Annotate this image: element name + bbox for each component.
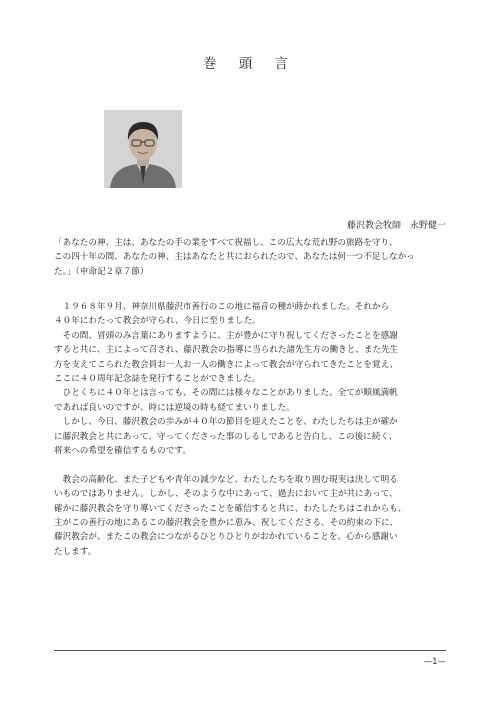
body-line: いものではありません。しかし、そのような中にあって、過去において主が共にあって、 bbox=[54, 489, 398, 500]
body-line: であれば良いのですが、時には逆境の時も経てまいりました。 bbox=[54, 402, 295, 413]
body-line: しかし、今日、藤沢教会の歩みが４０年の節目を迎えたことを、わたしたちは主が確か bbox=[54, 417, 398, 428]
author-photo bbox=[104, 110, 182, 188]
body-line: たします。 bbox=[54, 546, 97, 557]
body-line: その間、冒頭のみ言葉にありますように、主が豊かに守り祝してくださったことを感謝 bbox=[54, 330, 398, 341]
body-line: 確かに藤沢教会を守り導いてくださったことを確信すると共に、わたしたちはこれからも、 bbox=[54, 503, 407, 514]
page-title: 巻 頭 言 bbox=[202, 56, 298, 72]
body-line: ここに４０周年記念誌を発行することができました。 bbox=[54, 374, 261, 385]
body-line: 主がこの善行の地にあるこの藤沢教会を豊かに恵み、祝してくださる、その約束の下に、 bbox=[54, 518, 399, 529]
body-line: に藤沢教会と共にあって、守ってくださった事のしるしであると告白し、この後に続く、 bbox=[54, 431, 398, 442]
quote-line: 「あなたの神、主は、あなたの手の業をすべて祝福し、この広大な荒れ野の旅路を守り、 bbox=[54, 238, 398, 248]
quote-line: この四十年の間、あなたの神、主はあなたと共におられたので、あなたは何一つ不足しなかっ bbox=[54, 252, 415, 263]
footer-divider bbox=[54, 650, 446, 651]
body-line: 将来への希望を確信するものです。 bbox=[54, 446, 191, 457]
message-body bbox=[54, 300, 452, 559]
body-line: 教会の高齢化、また子どもや青年の減少など、わたしたちを取り囲む現実は決して明る bbox=[54, 474, 398, 485]
paragraph-gap bbox=[54, 458, 452, 472]
page-number: —1— bbox=[423, 657, 446, 667]
author-byline: 藤沢教会牧師 永野健一 bbox=[346, 221, 446, 231]
body-line: １９６８年９月、神奈川県藤沢市善行のこの地に福音の種が蒔かれました。それから bbox=[54, 302, 390, 312]
body-line: すると共に、主によって召され、藤沢教会の指導に当られた諸先生方の働きと、また先生 bbox=[54, 345, 399, 356]
scripture-quote bbox=[54, 236, 452, 279]
body-line: ４０年にわたって教会が守られ、今日に至りました。 bbox=[54, 316, 261, 327]
body-line: ひとくちに４０年とは言っても、その間には様々なことがありました。全てが順風満帆 bbox=[54, 388, 398, 399]
body-line: 方を支えてこられた教会員お一人お一人の働きによって教会が守られてきたことを覚え、 bbox=[54, 359, 399, 370]
body-line: 藤沢教会が、またこの教会につながるひとりひとりがおかれていることを、心から感謝い bbox=[54, 532, 398, 543]
portrait-image bbox=[104, 110, 182, 188]
quote-line: た。」（申命記２章７節） bbox=[54, 266, 149, 277]
